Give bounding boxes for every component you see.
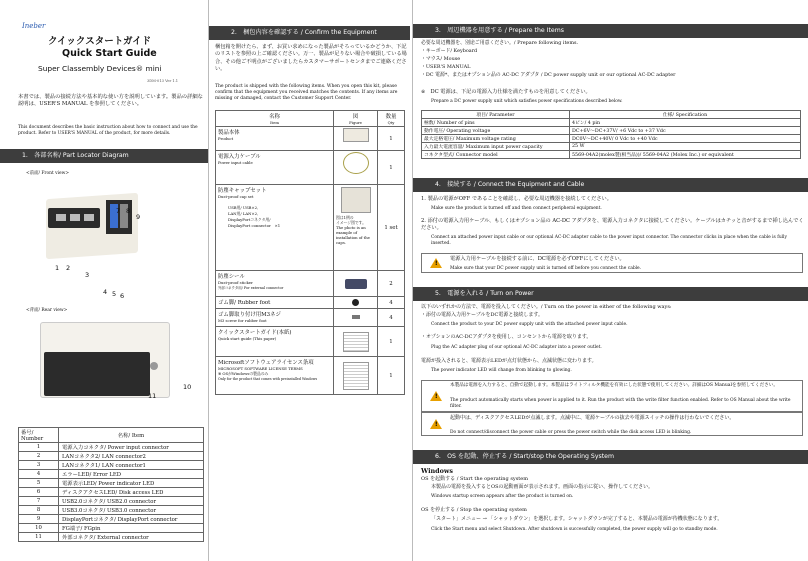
table-row: ゴム脚/ Rubber foot 4 <box>216 297 405 309</box>
front-view-label: <前面/ Front view> <box>26 171 70 176</box>
front-view-photo <box>36 190 146 260</box>
connect-warning <box>421 253 803 273</box>
parts-table-header <box>19 428 204 443</box>
section-5-header: 5. 電源を入れる / Turn on Power <box>413 287 808 301</box>
power-option-b-en: Plug the AC adapter plug of our optional AC-DC adapter into a power outlet. <box>431 345 602 350</box>
table-row: 5 電源表示LED/ Power indicator LED <box>19 479 204 488</box>
title-jp: クイックスタートガイド <box>48 36 152 47</box>
column-2 <box>208 0 410 561</box>
front-number-7: 7 <box>116 207 121 215</box>
windows-heading: Windows <box>421 467 453 475</box>
prepare-intro: 必要な周辺機器を、別途ご用意ください。/ Prepare following items. <box>421 40 579 46</box>
spec-table <box>421 110 801 159</box>
front-number-2: 2 <box>66 264 71 272</box>
power-warning-1 <box>421 380 803 412</box>
table-row: 製品本体 Product 1 <box>216 127 405 151</box>
dc-note-jp: ※ DC 電源は、下記の電源入力仕様を満たすものを用意してください。 <box>421 89 591 95</box>
table-row: 4 エラーLED/ Error LED <box>19 470 204 479</box>
power-option-a-jp: ・添付の電源入力用ケーブルをDC電源と接続します。 <box>421 312 543 318</box>
cap-set-figure <box>341 187 371 213</box>
table-row: コネクタ型式/ Connector model 5569-04A2(molex製(相当品))/ 5569-04A2 (Molex Inc.) or equivalent <box>422 151 801 159</box>
product-figure <box>343 128 369 142</box>
table-row: 7 USB2.0コネクタ/ USB2.0 connector <box>19 497 204 506</box>
equipment-intro-jp: 梱包箱を開けたら、まず、お買い求めになった製品がそろっているかどうか、下記のリストを参照の上ご確認ください。万一、製品が足りない場合や破損している場合、その他ご不明点がございましたらカスタマーサポートセンタまでご連絡ください。 <box>215 44 407 72</box>
section-4-header: 4. 接続する / Connect the Equipment and Cable <box>413 178 808 192</box>
table-row: 防塵シール Dust-proof sticker 外部コネクタ用/ For external connector 2 <box>216 271 405 297</box>
equipment-table-header: 名称 Item 図 Figure 数量 Qty <box>216 111 405 127</box>
equipment-intro-en: The product is shipped with the following items. When you open this kit, please confirm that the equipment you received matches the contents. If any items are missing or damaged, contact the Customer Support Center. <box>215 84 398 102</box>
spec-table-header: 項目/ Parameter 仕様/ Specification <box>422 111 801 119</box>
cable-figure <box>343 152 369 174</box>
prepare-item: ・USER'S MANUAL <box>421 64 471 70</box>
rubber-foot-figure <box>352 299 359 306</box>
warning-icon: ! <box>430 391 442 401</box>
power-warning-2-jp: 起動中は、ディスクアクセスLEDが点滅します。点滅中に、電源ケーブルの抜去や電源スイッチの操作は行わないでください。 <box>450 415 735 421</box>
parts-table <box>18 427 204 542</box>
power-led-en: The power indicator LED will change from blinking to glowing. <box>431 368 572 373</box>
header-number: 番号/ Number <box>19 428 59 443</box>
title-en: Quick Start Guide <box>62 48 157 59</box>
connect-step-1-jp: 1. 製品の電源がOFF であることを確認し、必要な周辺機器を接続してください。 <box>421 196 612 202</box>
power-intro: 以下のいずれかの方法で、電源を投入してください。/ Turn on the power in either of the following ways: <box>421 304 672 310</box>
power-warning-2-en: Do not connect/disconnect the power cable or press the power switch while the disk access LED is blinking. <box>450 430 692 435</box>
os-start-jp: 本製品の電源を投入するとOSの起動画面が表示されます。画面の指示に従い、操作してください。 <box>431 484 654 490</box>
rear-view-photo <box>40 322 180 402</box>
front-number-1: 1 <box>55 264 60 272</box>
table-row: 8 USB3.0コネクタ/ USB3.0 connector <box>19 506 204 515</box>
table-row: 11 外部コネクタ/ External connector <box>19 533 204 542</box>
connect-warning-en: Make sure that your DC power supply unit is turned off before you connect the cable. <box>450 266 642 271</box>
table-row: 電源入力ケーブル Power input cable 1 <box>216 151 405 185</box>
guide-figure <box>343 332 369 352</box>
section-1-header: 1. 各部名称/ Part Locator Diagram <box>0 149 208 163</box>
front-number-4: 4 <box>103 288 108 296</box>
table-row: 1 電源入力コネクタ/ Power input connector <box>19 443 204 452</box>
rear-number-10: 10 <box>183 383 192 391</box>
prepare-item: ・マウス/ Mouse <box>421 56 461 62</box>
os-stop-title: OS を停止する / Stop the operating system <box>421 507 527 513</box>
table-row: 6 ディスクアクセスLED/ Disk access LED <box>19 488 204 497</box>
os-start-title: OS を起動する / Start the operating system <box>421 476 528 482</box>
equipment-table <box>215 110 405 395</box>
table-row: 極数/ Number of pins 4ピン/ 4 pin <box>422 119 801 127</box>
section-6-header: 6. OS を起動、停止する / Start/stop the Operating System <box>413 450 808 464</box>
connect-step-2-en: Connect an attached power input cable or our optional AC-DC adapter cable to the power input connector. The connector clicks in place when the cable is fully inserted. <box>431 235 787 246</box>
table-row: 入力最大電流容量/ Maximum input power capacity 25 W <box>422 143 801 151</box>
section-2-header: 2. 梱包内容を確認する / Confirm the Equipment <box>209 26 410 40</box>
warning-icon: ! <box>430 419 442 429</box>
license-figure <box>343 362 369 390</box>
header-item: 名称/ Item <box>59 428 204 443</box>
table-row: 2 LANコネクタ2/ LAN connector2 <box>19 452 204 461</box>
table-row: クイックスタートガイド(本紙) Quick start guide (This paper) 1 <box>216 327 405 357</box>
section-3-header: 3. 周辺機器を用意する / Prepare the Items <box>413 24 808 38</box>
table-row: 動作電圧/ Operating voltage DC+6V～DC+37V/ +6 Vdc to +37 Vdc <box>422 127 801 135</box>
connect-step-2-jp: 2. 添付の電源入力用ケーブル、もしくはオプション品の AC-DC アダプタを、電源入力コネクタに接続してください。ケーブルはカチッと音がするまで挿し込んでください。 <box>421 218 804 232</box>
connect-warning-jp: 電源入力用ケーブルを接続する前に、DC電源を必ずOFFにしてください。 <box>450 256 625 262</box>
table-row: Microsoftソフトウェアライセンス条項 MICROSOFT SOFTWARE LICENSE TERMS ※ OSがWindowsの製品のみ Only for the product that comes with preinstalled Windows 1 <box>216 357 405 395</box>
power-option-b-jp: ・オプションのAC-DCアダプタを使用し、コンセントから電源を取ります。 <box>421 334 592 340</box>
intro-en: This document describes the basic instruction about how to connect and use the product. Refer to USER'S MANUAL of the product, for more details. <box>18 125 198 136</box>
prepare-item: ・DC 電源*、またはオプション品の AC-DC アダプタ / DC power supply unit or our optional AC-DC adapter <box>421 72 676 78</box>
logo: Ineber <box>22 22 46 30</box>
power-warning-2 <box>421 412 803 436</box>
warning-icon: ! <box>430 258 442 268</box>
rear-view-label: <背面/ Rear view> <box>26 308 68 313</box>
table-row: 防塵キャップセット Dust-proof cap set USB用/ USB×2, LAN用/ LAN×2, DisplayPortコネクタ用/ DisplayPort connector ×1 図は1例の イメージ図です。 The photo is an example of installation of the caps. 1 set <box>216 185 405 271</box>
subtitle: Super Classembly Devices® mini <box>38 64 162 73</box>
screw-figure <box>352 315 360 319</box>
sticker-figure <box>345 279 367 289</box>
connect-step-1-en: Make sure the product is turned off and then connect peripheral equipment. <box>431 206 602 211</box>
front-number-6: 6 <box>120 292 125 300</box>
table-row: 最大定格電圧/ Maximum voltage rating DC0V～DC+40V/ 0 Vdc to +40 Vdc <box>422 135 801 143</box>
front-number-8: 8 <box>126 207 131 215</box>
table-row: 9 DisplayPortコネクタ/ DisplayPort connector <box>19 515 204 524</box>
front-number-9: 9 <box>136 213 141 221</box>
table-row: 3 LANコネクタ1/ LAN connector1 <box>19 461 204 470</box>
power-led-jp: 電源が投入されると、電源表示LEDが点灯状態から、点滅状態に変わります。 <box>421 358 597 364</box>
os-stop-jp: 「スタート」メニュー → 「シャットダウン」を選択します。シャットダウンが完了すると、本製品の電源が待機状態になります。 <box>431 516 723 522</box>
rear-number-11: 11 <box>148 392 157 400</box>
table-row: 10 FG端子/ FGpin <box>19 524 204 533</box>
os-stop-en: Click the Start menu and select Shutdown. After shutdown is successfully completed, the power supply will go to standby mode. <box>431 527 718 532</box>
intro-jp: 本書では、製品の接続方法や基本的な使い方を説明しています。製品の詳細な説明は、USER'S MANUAL を参照してください。 <box>18 94 203 108</box>
front-number-3: 3 <box>85 271 90 279</box>
power-warning-1-jp: 本製品は電源を入力すると、自動で起動します。本製品はライトフィルタ機能を有効にした状態で使用してください。詳細はOS Manualを参照してください。 <box>450 383 778 388</box>
front-number-5: 5 <box>112 290 117 298</box>
column-3 <box>412 0 808 561</box>
os-start-en: Windows startup screen appears after the product is turned on. <box>431 494 574 499</box>
dc-note-en: Prepare a DC power supply unit which satisfies power specifications described below. <box>431 99 623 104</box>
power-option-a-en: Connect the product to your DC power supply unit with the attached power input cable. <box>431 322 628 327</box>
version: 3DM-013 Ver 1.1 <box>147 79 179 83</box>
table-row: ゴム脚取り付け用M3ネジ M3 screw for rubber foot 4 <box>216 309 405 327</box>
prepare-item: ・キーボード/ Keyboard <box>421 48 478 54</box>
power-warning-1-en: The product automatically starts when power is applied to it. Run the product with the write filter function enabled. Refer to OS Manual about the write filter. <box>450 398 791 409</box>
column-1 <box>0 0 208 561</box>
